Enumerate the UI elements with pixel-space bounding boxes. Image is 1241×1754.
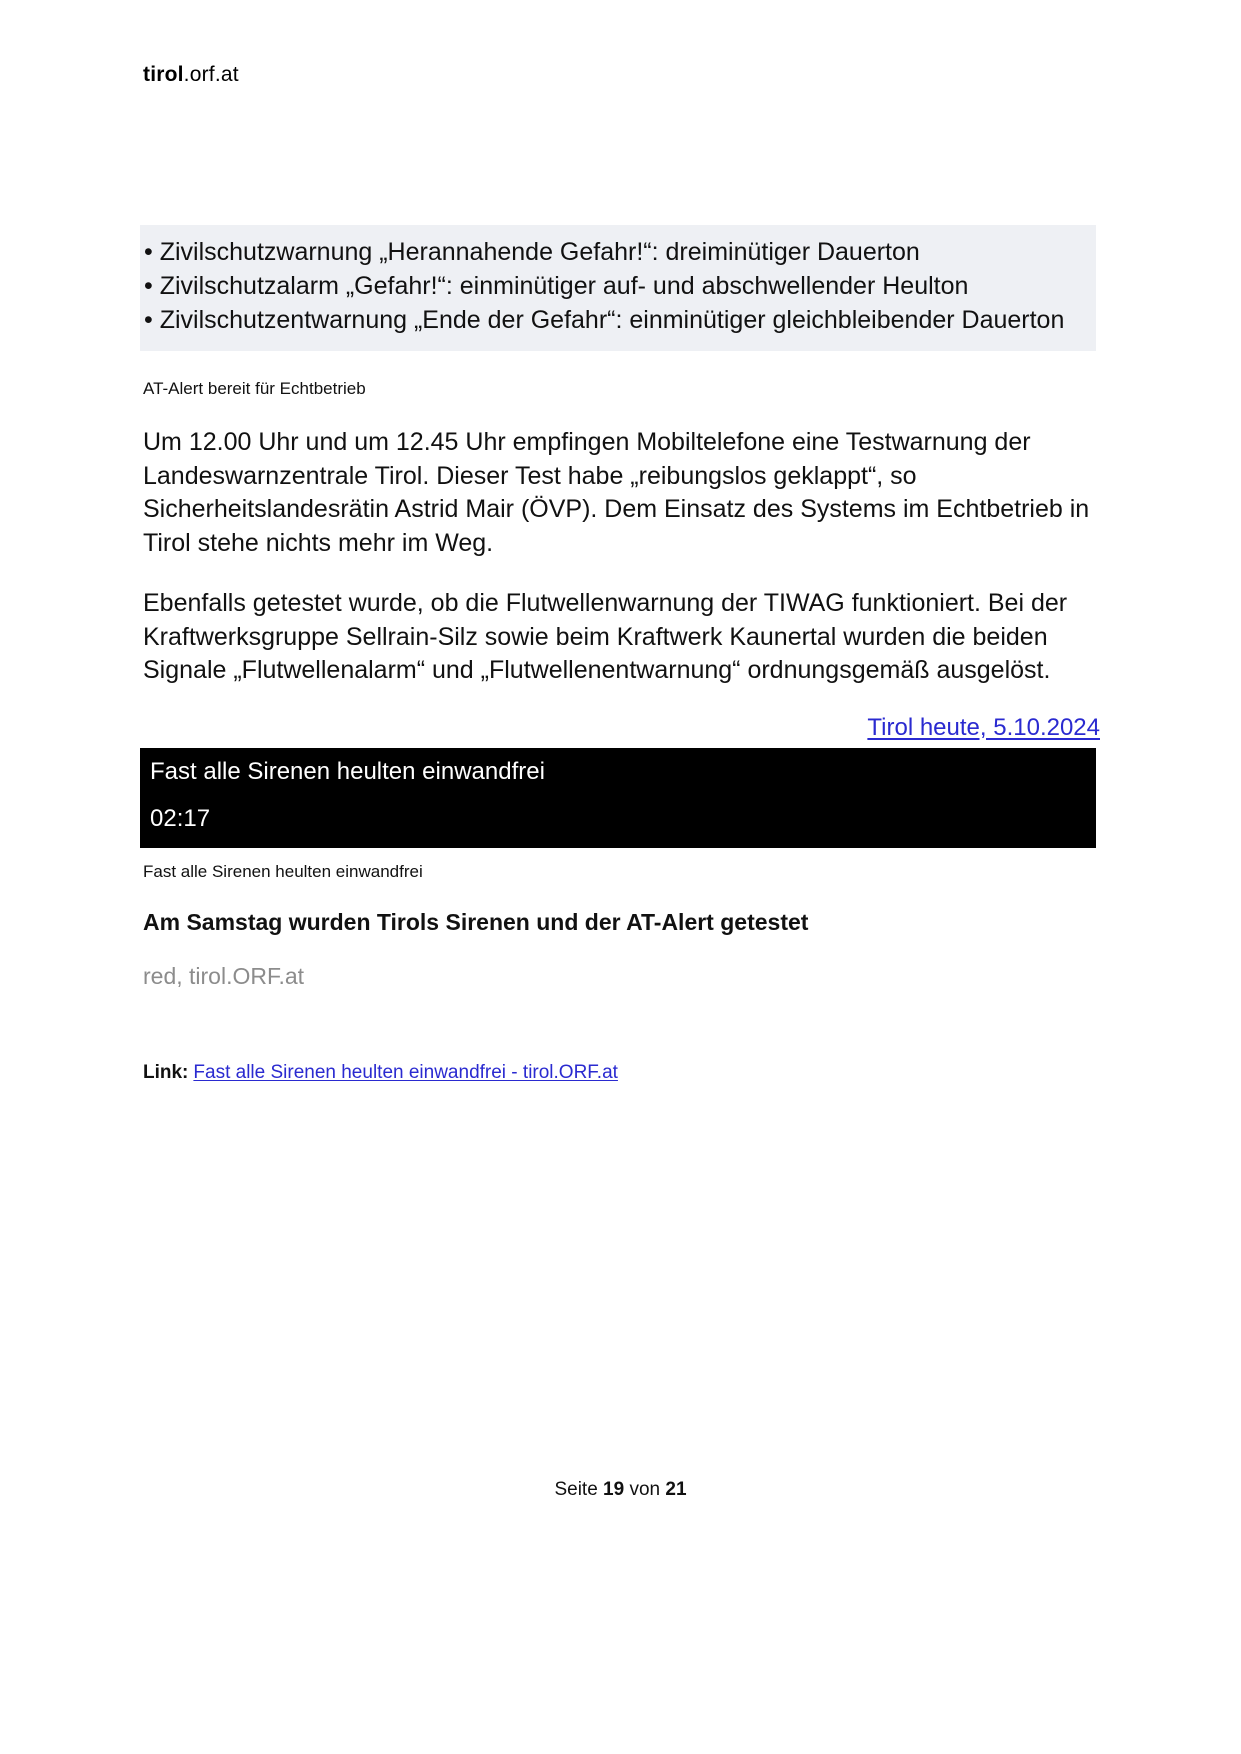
brand-domain: .orf.at <box>183 63 239 86</box>
paragraph-one: Um 12.00 Uhr und um 12.45 Uhr empfingen Mobiltelefone eine Testwarnung der Landeswarnzentrale Tirol. Dieser Test habe „reibungslos geklappt“, so Sicherheitslandesrätin Astrid Mair (ÖVP). Dem Einsatz des Systems im Echtbetrieb in Tirol stehe nichts mehr im Weg. <box>143 428 1090 557</box>
footer-total-pages: 21 <box>665 1479 687 1500</box>
list-item: • Zivilschutzwarnung „Herannahende Gefahr!“: dreiminütiger Dauerton <box>144 238 920 266</box>
paragraph-two: Ebenfalls getestet wurde, ob die Flutwellenwarnung der TIWAG funktioniert. Bei der Kraftwerksgruppe Sellrain-Silz sowie beim Kraftwerk Kaunertal wurden die beiden Signale „Flutwellenalarm“ und „Flutwellenentwarnung“ ordnungsgemäß ausgelöst. <box>143 589 1068 684</box>
list-item: • Zivilschutzalarm „Gefahr!“: einminütiger auf- und abschwellender Heulton <box>144 272 969 300</box>
source-link-row <box>143 1062 1100 1084</box>
video-title: Fast alle Sirenen heulten einwandfrei <box>150 757 545 785</box>
siren-signal-list <box>140 225 1096 351</box>
video-caption: Fast alle Sirenen heulten einwandfrei <box>143 861 423 881</box>
link-label: Link: <box>143 1061 189 1083</box>
video-duration: 02:17 <box>150 804 211 832</box>
source-credit-link[interactable]: Tirol heute, 5.10.2024 <box>867 713 1100 741</box>
article-content <box>143 225 1100 1084</box>
list-item: • Zivilschutzentwarnung „Ende der Gefahr“: einminütiger gleichbleibender Dauerton <box>144 306 1065 334</box>
article-source-link[interactable]: Fast alle Sirenen heulten einwandfrei - tirol.ORF.at <box>193 1061 618 1083</box>
article-byline: red, tirol.ORF.at <box>143 962 305 989</box>
section-subheading: AT-Alert bereit für Echtbetrieb <box>143 379 366 398</box>
video-player[interactable] <box>140 748 1096 848</box>
footer-middle: von <box>629 1479 661 1500</box>
footer-page-number: 19 <box>603 1479 625 1500</box>
page-footer <box>0 1479 1241 1501</box>
site-brand <box>143 63 239 87</box>
footer-prefix: Seite <box>554 1479 598 1500</box>
article-lead: Am Samstag wurden Tirols Sirenen und der AT-Alert getestet <box>143 908 809 935</box>
brand-name: tirol <box>143 63 184 86</box>
source-credit <box>143 714 1100 742</box>
